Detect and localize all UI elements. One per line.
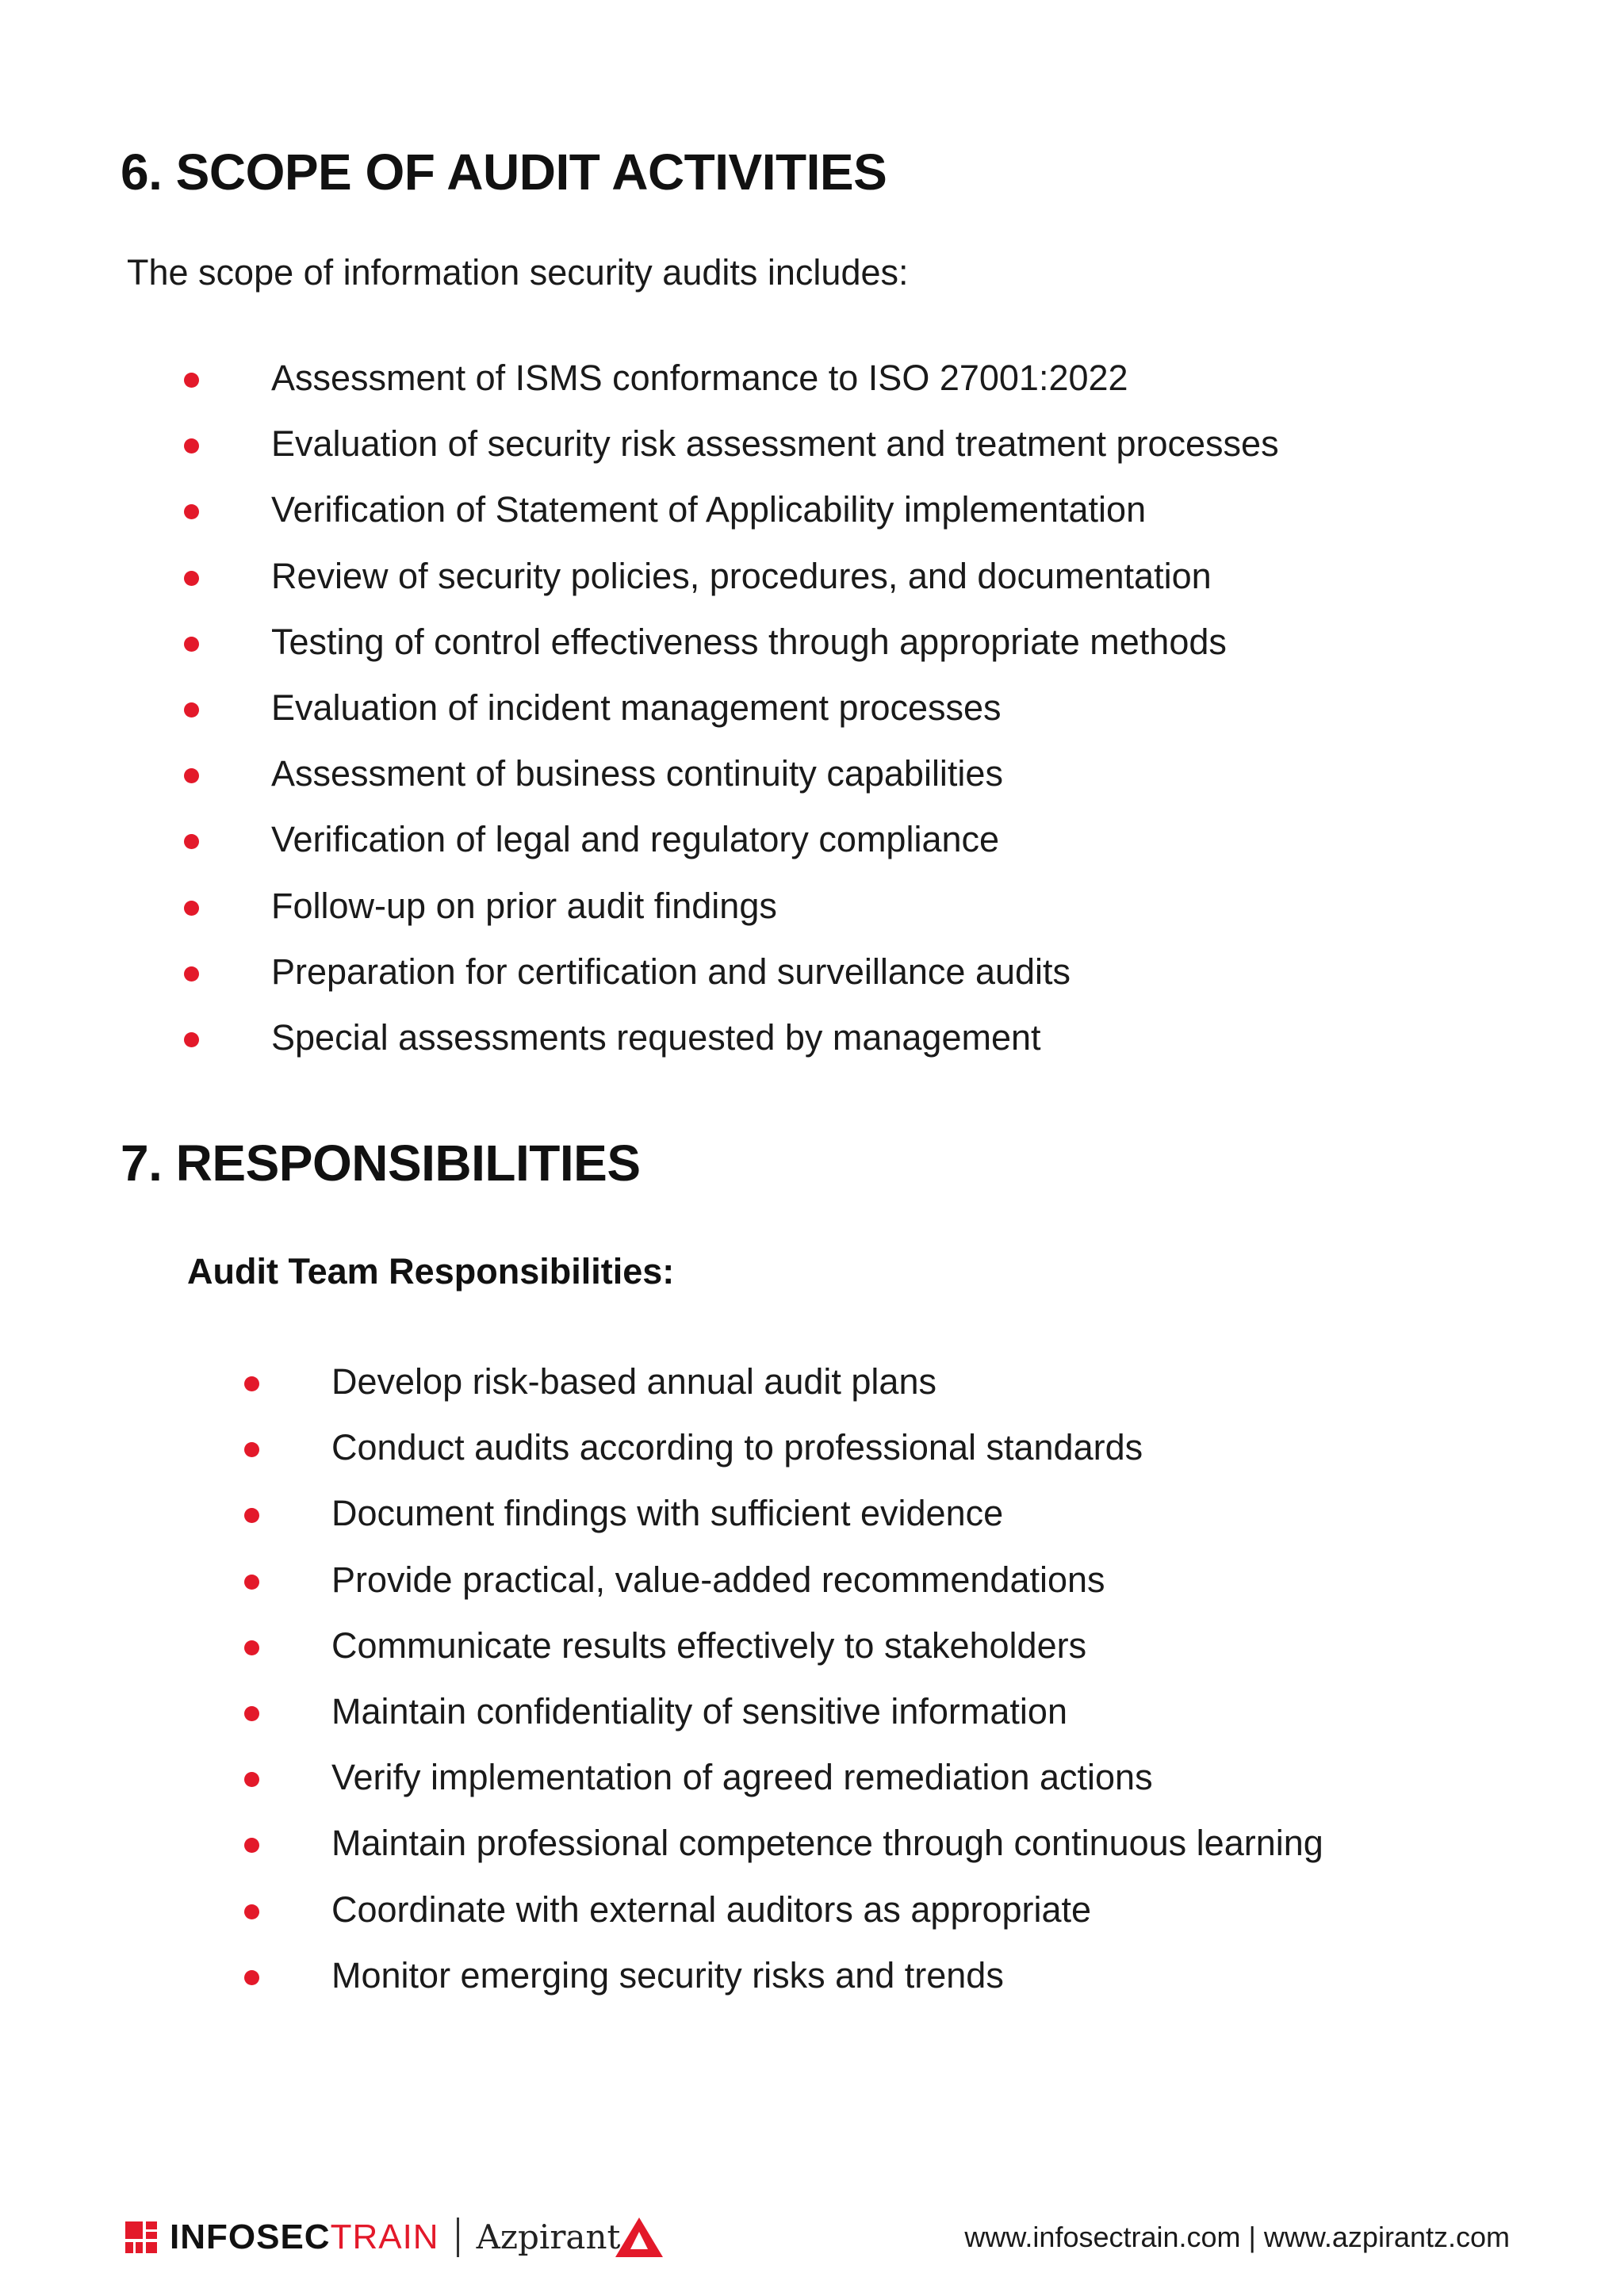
bullet-dot-icon [184,966,199,982]
bullet-dot-icon [184,438,199,453]
section-7-heading: 7. RESPONSIBILITIES [121,1135,641,1192]
bullet-dot-icon [184,1032,199,1047]
footer-brand [125,2214,663,2261]
bullet-dot-icon [184,504,199,519]
bullet-dot-icon [244,1706,259,1721]
bullet-dot-icon [244,1772,259,1787]
infosectrain-logo: INFOSECTRAIN [170,2218,439,2256]
bullet-dot-icon [184,834,199,849]
logo-divider [457,2218,459,2257]
bullet-dot-icon [184,768,199,783]
bullet-dot-icon [244,1376,259,1391]
bullet-dot-icon [244,1575,259,1590]
bullet-dot-icon [244,1442,259,1457]
bullet-dot-icon [184,571,199,586]
bullet-dot-icon [244,1904,259,1919]
bullet-dot-icon [184,901,199,916]
bullet-dot-icon [184,702,199,718]
triangle-a-icon [615,2218,663,2257]
section-6-heading: 6. SCOPE OF AUDIT ACTIVITIES [121,144,887,201]
audit-team-subheading: Audit Team Responsibilities: [187,1251,675,1292]
footer-links: www.infosectrain.com | www.azpirantz.com [964,2221,1510,2253]
bullet-dot-icon [244,1640,259,1655]
bullet-dot-icon [244,1970,259,1985]
bullet-dot-icon [184,637,199,652]
bullet-dot-icon [244,1838,259,1853]
azpirant-logo: Azpirant [476,2218,621,2256]
bullet-dot-icon [244,1508,259,1523]
bullet-dot-icon [184,373,199,388]
scope-intro: The scope of information security audits includes: [127,252,909,293]
grid-squares-icon [125,2221,157,2253]
